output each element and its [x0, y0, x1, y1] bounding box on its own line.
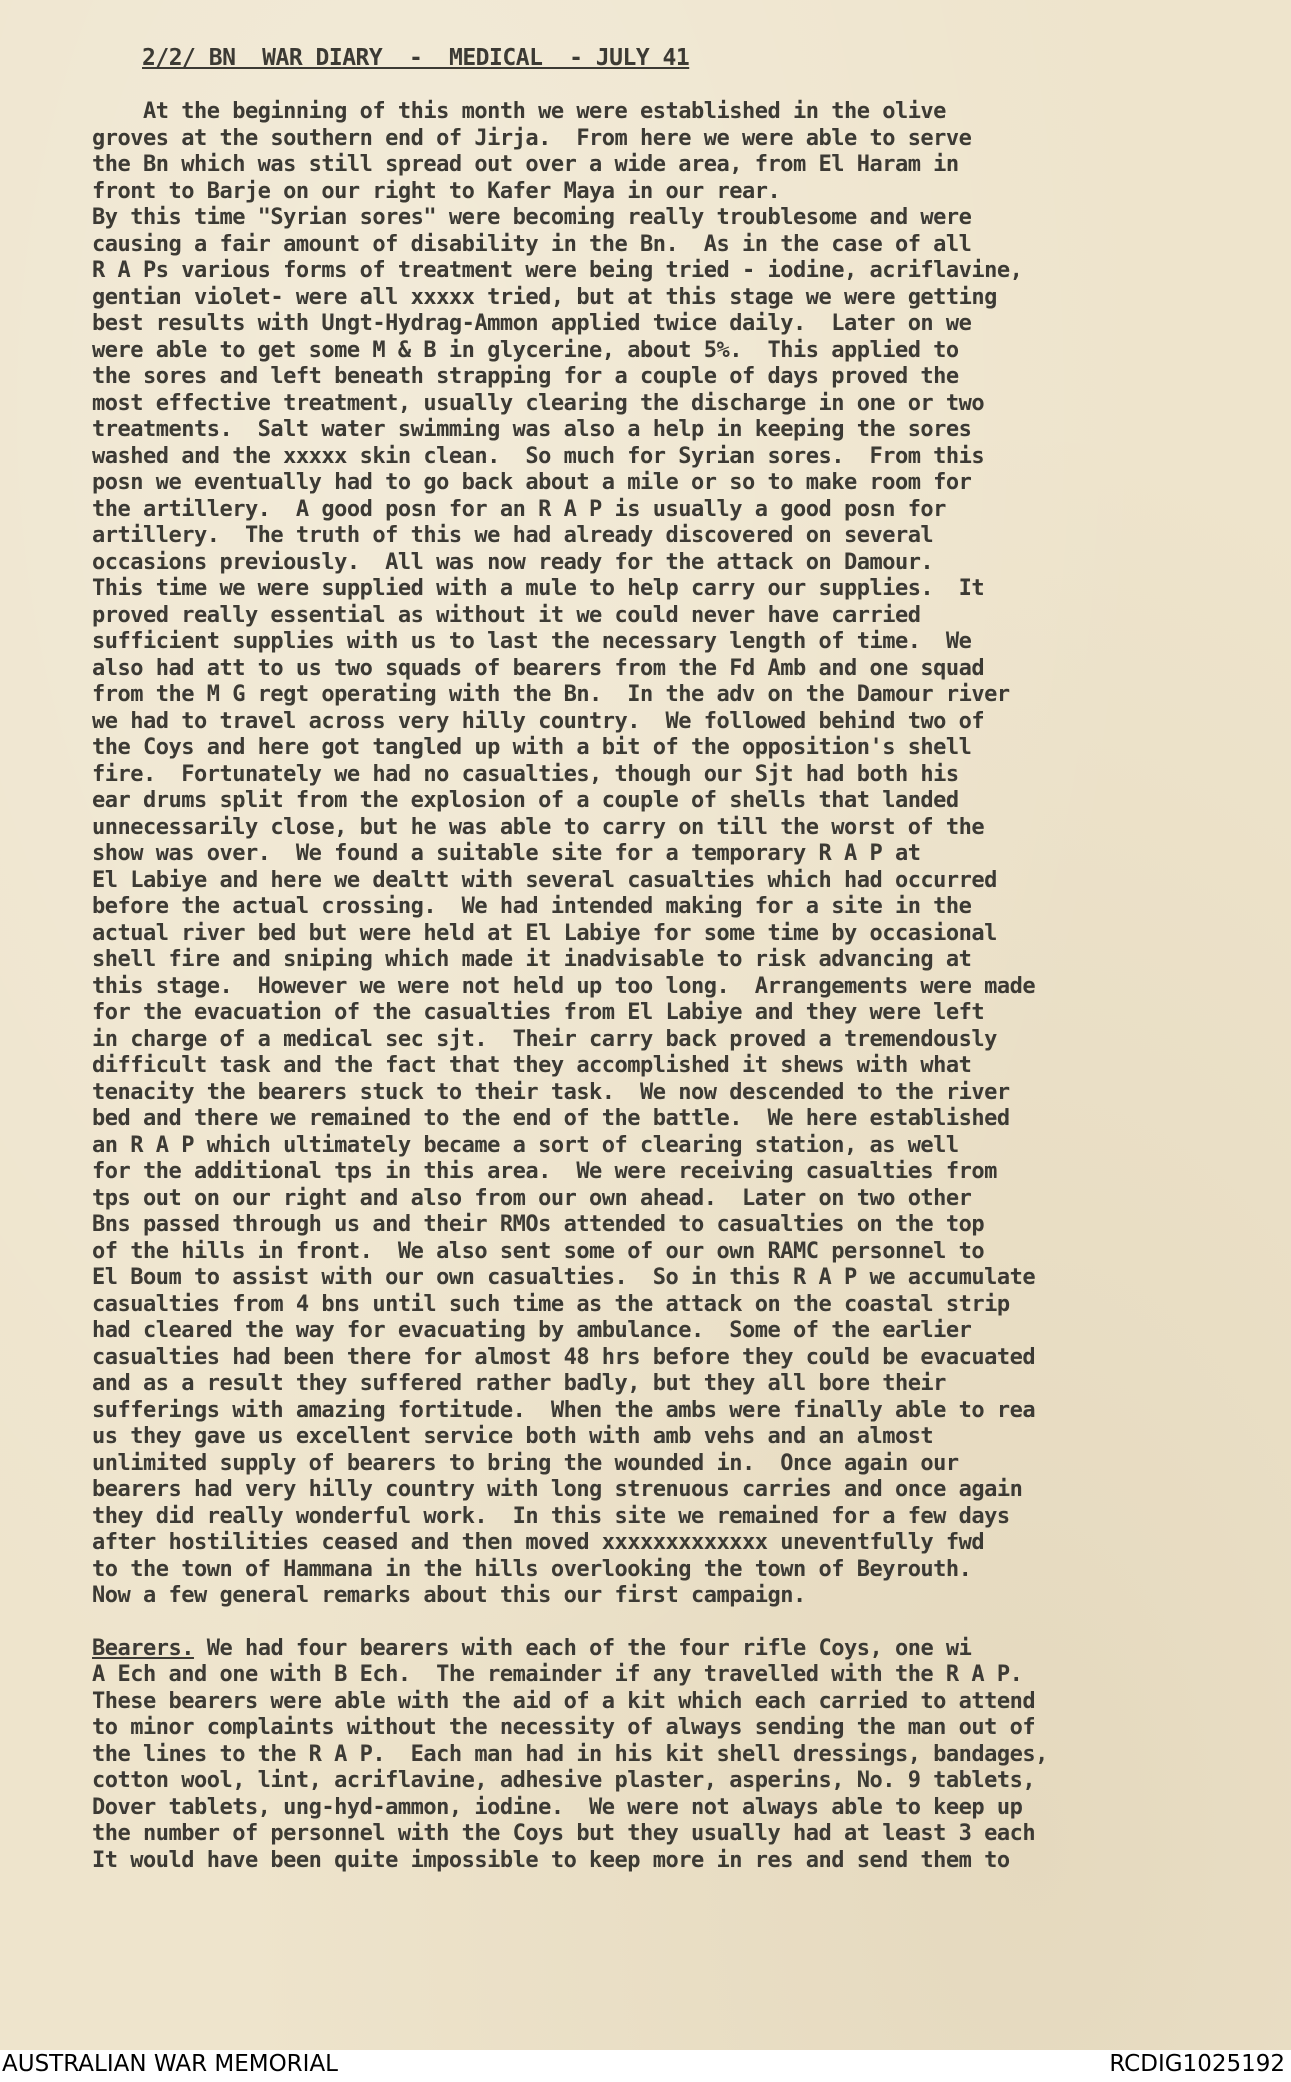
text-line: the artillery. A good posn for an R A P is usually a good posn for — [92, 496, 946, 522]
text-line: an R A P which ultimately became a sort of clearing station, as well — [92, 1132, 959, 1158]
text-line: At the beginning of this month we were established in the olive — [92, 99, 946, 124]
text-line: this stage. However we were not held up too long. Arrangements were made — [92, 973, 1036, 999]
text-line: By this time "Syrian sores" were becoming really troublesome and were — [92, 205, 972, 230]
text-line: causing a fair amount of disability in the Bn. As in the case of all — [92, 231, 972, 257]
paragraph-treatment-and-damour — [92, 99, 1262, 1610]
archive-footer — [0, 2050, 1291, 2082]
text-line: sufficient supplies with us to last the necessary length of time. We — [92, 629, 972, 654]
text-line: the number of personnel with the Coys but they usually had at least 3 each — [92, 1821, 1036, 1846]
text-line: unlimited supply of bearers to bring the wounded in. Once again our — [92, 1450, 959, 1476]
text-line: It would have been quite impossible to keep more in res and send them to — [92, 1847, 1010, 1873]
text-line: tps out on our right and also from our own ahead. Later on two other — [92, 1185, 972, 1211]
text-line: cotton wool, lint, acriflavine, adhesive plaster, asperins, No. 9 tablets, — [92, 1768, 1036, 1793]
text-line: bearers had very hilly country with long strenuous carries and once again — [92, 1477, 1023, 1502]
text-line: we had to travel across very hilly country. We followed behind two of — [92, 708, 985, 734]
paragraph-bearers — [92, 1662, 1262, 1874]
text-line: groves at the southern end of Jirja. From here we were able to serve — [92, 125, 972, 151]
text-line: to minor complaints without the necessity of always sending the man out of — [92, 1715, 1036, 1740]
text-line: of the hills in front. We also sent some of our own RAMC personnel to — [92, 1238, 985, 1264]
text-line: occasions previously. All was now ready for the attack on Damour. — [92, 549, 934, 575]
text-line: proved really essential as without it we could never have carried — [92, 602, 921, 628]
text-line: posn we eventually had to go back about a mile or so to make room for — [92, 470, 972, 495]
bearers-heading: Bearers. — [92, 1635, 194, 1661]
text-line: the Bn which was still spread out over a wide area, from El Haram in — [92, 152, 959, 177]
text-line: casualties had been there for almost 48 hrs before they could be evacuated — [92, 1344, 1036, 1370]
document-body — [92, 99, 1262, 1874]
text-line: front to Barje on our right to Kafer Maya in our rear. — [92, 178, 781, 204]
text-line: Now a few general remarks about this our first campaign. — [92, 1583, 806, 1608]
text-line: were able to get some M & B in glycerine, about 5%. This applied to — [92, 337, 959, 363]
text-line: bed and there we remained to the end of the battle. We here established — [92, 1106, 1010, 1131]
text-line: fire. Fortunately we had no casualties, though our Sjt had both his — [92, 761, 959, 787]
text-line: for the additional tps in this area. We were receiving casualties from — [92, 1159, 997, 1184]
paragraph-gap — [92, 1610, 1262, 1636]
text-line: had cleared the way for evacuating by ambulance. Some of the earlier — [92, 1318, 972, 1343]
text-line: These bearers were able with the aid of a kit which each carried to attend — [92, 1688, 1036, 1714]
text-line: to the town of Hammana in the hills overlooking the town of Beyrouth. — [92, 1556, 972, 1582]
text-line: gentian violet- were all xxxxx tried, but at this stage we were getting — [92, 284, 997, 310]
text-line: us they gave us excellent service both with amb vehs and an almost — [92, 1424, 934, 1449]
text-line: treatments. Salt water swimming was also a help in keeping the sores — [92, 417, 972, 442]
text-line: difficult task and the fact that they accomplished it shews with what — [92, 1053, 972, 1078]
text-line: in charge of a medical sec sjt. Their carry back proved a tremendously — [92, 1026, 997, 1052]
footer-record-id: RCDIG1025192 — [1109, 2051, 1285, 2077]
text-line: El Labiye and here we dealtt with several casualties which had occurred — [92, 867, 997, 893]
text-line: tenacity the bearers stuck to their task. We now descended to the river — [92, 1079, 1010, 1105]
text-line: they did really wonderful work. In this site we remained for a few days — [92, 1503, 1010, 1529]
text-line: from the M G regt operating with the Bn. In the adv on the Damour river — [92, 682, 1010, 707]
text-line: shell fire and sniping which made it inadvisable to risk advancing at — [92, 947, 972, 972]
text-line: show was over. We found a suitable site for a temporary R A P at — [92, 841, 921, 866]
text-line: and as a result they suffered rather badly, but they all bore their — [92, 1371, 946, 1396]
text-line: best results with Ungt-Hydrag-Ammon applied twice daily. Later on we — [92, 311, 972, 336]
bearers-first-line-text: We had four bearers with each of the four rifle Coys, one wi — [193, 1635, 972, 1661]
page-title: 2/2/ BN WAR DIARY - MEDICAL - JULY 41 — [142, 45, 690, 71]
text-line: unnecessarily close, but he was able to carry on till the worst of the — [92, 814, 985, 840]
text-line: artillery. The truth of this we had already discovered on several — [92, 523, 934, 548]
bearers-first-line — [92, 1636, 1262, 1663]
text-line: A Ech and one with B Ech. The remainder if any travelled with the R A P. — [92, 1662, 1023, 1687]
text-line: the Coys and here got tangled up with a bit of the opposition's shell — [92, 735, 972, 760]
text-line: the lines to the R A P. Each man had in his kit shell dressings, bandages, — [92, 1741, 1048, 1767]
text-line: washed and the xxxxx skin clean. So much for Syrian sores. From this — [92, 443, 985, 469]
footer-institution: AUSTRALIAN WAR MEMORIAL — [2, 2051, 338, 2077]
text-line: before the actual crossing. We had intended making for a site in the — [92, 894, 972, 919]
text-line: El Boum to assist with our own casualties. So in this R A P we accumulate — [92, 1265, 1036, 1290]
text-line: the sores and left beneath strapping for a couple of days proved the — [92, 364, 959, 389]
text-line: This time we were supplied with a mule to help carry our supplies. It — [92, 576, 985, 601]
text-line: ear drums split from the explosion of a couple of shells that landed — [92, 788, 959, 813]
text-line: Dover tablets, ung-hyd-ammon, iodine. We were not always able to keep up — [92, 1794, 1023, 1820]
text-line: R A Ps various forms of treatment were being tried - iodine, acriflavine, — [92, 258, 1023, 283]
text-line: also had att to us two squads of bearers from the Fd Amb and one squad — [92, 655, 985, 681]
text-line: Bns passed through us and their RMOs attended to casualties on the top — [92, 1212, 985, 1237]
text-line: sufferings with amazing fortitude. When the ambs were finally able to rea — [92, 1397, 1036, 1423]
text-line: most effective treatment, usually clearing the discharge in one or two — [92, 390, 985, 416]
text-line: actual river bed but were held at El Labiye for some time by occasional — [92, 920, 997, 946]
text-line: casualties from 4 bns until such time as the attack on the coastal strip — [92, 1291, 1010, 1317]
text-line: after hostilities ceased and then moved xxxxxxxxxxxxx uneventfully fwd — [92, 1530, 985, 1555]
text-line: for the evacuation of the casualties from El Labiye and they were left — [92, 1000, 985, 1025]
